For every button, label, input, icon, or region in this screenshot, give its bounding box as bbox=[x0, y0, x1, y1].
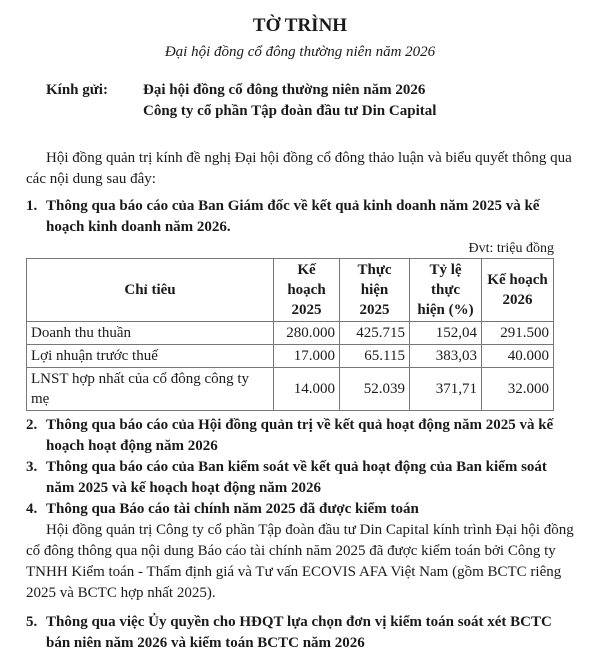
item-1-line-2: hoạch kinh doanh năm 2026. bbox=[46, 219, 231, 235]
cell: 40.000 bbox=[482, 345, 554, 368]
document-subtitle: Đại hội đồng cổ đông thường niên năm 2026 bbox=[164, 44, 436, 60]
table-row bbox=[27, 368, 554, 411]
item-4-paragraph bbox=[26, 520, 574, 604]
recipient-1: Đại hội đồng cổ đông thường niên năm 2026 bbox=[143, 82, 426, 98]
item-4-paragraph-line-2: cổ đông thông qua nội dung Báo cáo tài chính năm 2025 đã được kiểm toán bởi Công ty bbox=[26, 543, 556, 559]
header-text: Thực hiện bbox=[357, 262, 392, 298]
header-ke-hoach-2025 bbox=[274, 259, 340, 322]
item-4 bbox=[26, 499, 554, 520]
item-3-number: 3. bbox=[26, 459, 38, 475]
cell: 383,03 bbox=[410, 345, 482, 368]
table-unit: Đvt: triệu đồng bbox=[468, 241, 554, 256]
header-text: 2025 bbox=[291, 302, 322, 318]
row-label: LNST hợp nhất của cổ đông công ty mẹ bbox=[27, 368, 274, 411]
item-1-number: 1. bbox=[26, 198, 38, 214]
table-row bbox=[27, 322, 554, 345]
cell: 371,71 bbox=[410, 368, 482, 411]
header-text: Tỷ lệ thực bbox=[429, 262, 462, 298]
cell: 65.115 bbox=[340, 345, 410, 368]
cell: 425.715 bbox=[340, 322, 410, 345]
header-text: Kế hoạch bbox=[487, 272, 548, 288]
cell: 52.039 bbox=[340, 368, 410, 411]
header-text: Kế hoạch bbox=[287, 262, 326, 298]
item-5 bbox=[26, 612, 554, 654]
table-row bbox=[27, 345, 554, 368]
item-3 bbox=[26, 457, 554, 499]
item-3-line-1: Thông qua báo cáo của Ban kiểm soát về kết quả hoạt động của Ban kiểm soát bbox=[46, 459, 547, 475]
header-ke-hoach-2026 bbox=[482, 259, 554, 322]
cell: 17.000 bbox=[274, 345, 340, 368]
item-5-number: 5. bbox=[26, 614, 38, 630]
cell: 280.000 bbox=[274, 322, 340, 345]
item-4-paragraph-line-4: 2025 và BCTC hợp nhất 2025). bbox=[26, 585, 216, 601]
intro-line-1: Hội đồng quản trị kính đề nghị Đại hội đồng cổ đông thảo luận và biểu quyết thông qua bbox=[46, 150, 572, 166]
recipient-block bbox=[46, 80, 554, 122]
item-4-paragraph-line-3: TNHH Kiểm toán - Thẩm định giá và Tư vấn ECOVIS AFA Việt Nam (gồm BCTC riêng bbox=[26, 564, 562, 580]
cell: 152,04 bbox=[410, 322, 482, 345]
item-4-number: 4. bbox=[26, 501, 38, 517]
item-4-paragraph-line-1: Hội đồng quản trị Công ty cổ phần Tập đoàn đầu tư Din Capital kính trình Đại hội đồng bbox=[46, 522, 574, 538]
item-5-line-2: bán niên năm 2026 và kiểm toán BCTC năm 2026 bbox=[46, 635, 365, 651]
cell: 14.000 bbox=[274, 368, 340, 411]
header-text: hiện (%) bbox=[417, 302, 474, 318]
header-ty-le bbox=[410, 259, 482, 322]
cell: 291.500 bbox=[482, 322, 554, 345]
header-text: 2026 bbox=[502, 292, 533, 308]
item-2-number: 2. bbox=[26, 417, 38, 433]
recipient-label: Kính gửi: bbox=[46, 82, 108, 98]
item-1 bbox=[26, 196, 554, 238]
business-results-table bbox=[26, 258, 554, 411]
recipient-2: Công ty cổ phần Tập đoàn đầu tư Din Capital bbox=[143, 103, 437, 119]
item-2 bbox=[26, 415, 554, 457]
row-label: Doanh thu thuần bbox=[27, 322, 274, 345]
header-text: 2025 bbox=[359, 302, 390, 318]
document-title: TỜ TRÌNH bbox=[252, 15, 348, 36]
intro-paragraph bbox=[26, 148, 572, 190]
header-chi-tieu: Chỉ tiêu bbox=[27, 259, 274, 322]
item-4-line-1: Thông qua Báo cáo tài chính năm 2025 đã được kiểm toán bbox=[46, 501, 419, 517]
item-5-line-1: Thông qua việc Ủy quyền cho HĐQT lựa chọn đơn vị kiểm toán soát xét BCTC bbox=[46, 614, 552, 630]
item-3-line-2: năm 2025 và kế hoạch hoạt động năm 2026 bbox=[46, 480, 322, 496]
table-header-row bbox=[27, 259, 554, 322]
row-label: Lợi nhuận trước thuế bbox=[27, 345, 274, 368]
item-1-line-1: Thông qua báo cáo của Ban Giám đốc về kết quả kinh doanh năm 2025 và kế bbox=[46, 198, 540, 214]
item-2-line-1: Thông qua báo cáo của Hội đồng quản trị về kết quả hoạt động năm 2025 và kế bbox=[46, 417, 554, 433]
header-thuc-hien-2025 bbox=[340, 259, 410, 322]
intro-line-2: các nội dung sau đây: bbox=[26, 171, 156, 187]
cell: 32.000 bbox=[482, 368, 554, 411]
item-2-line-2: hoạch hoạt động năm 2026 bbox=[46, 438, 218, 454]
